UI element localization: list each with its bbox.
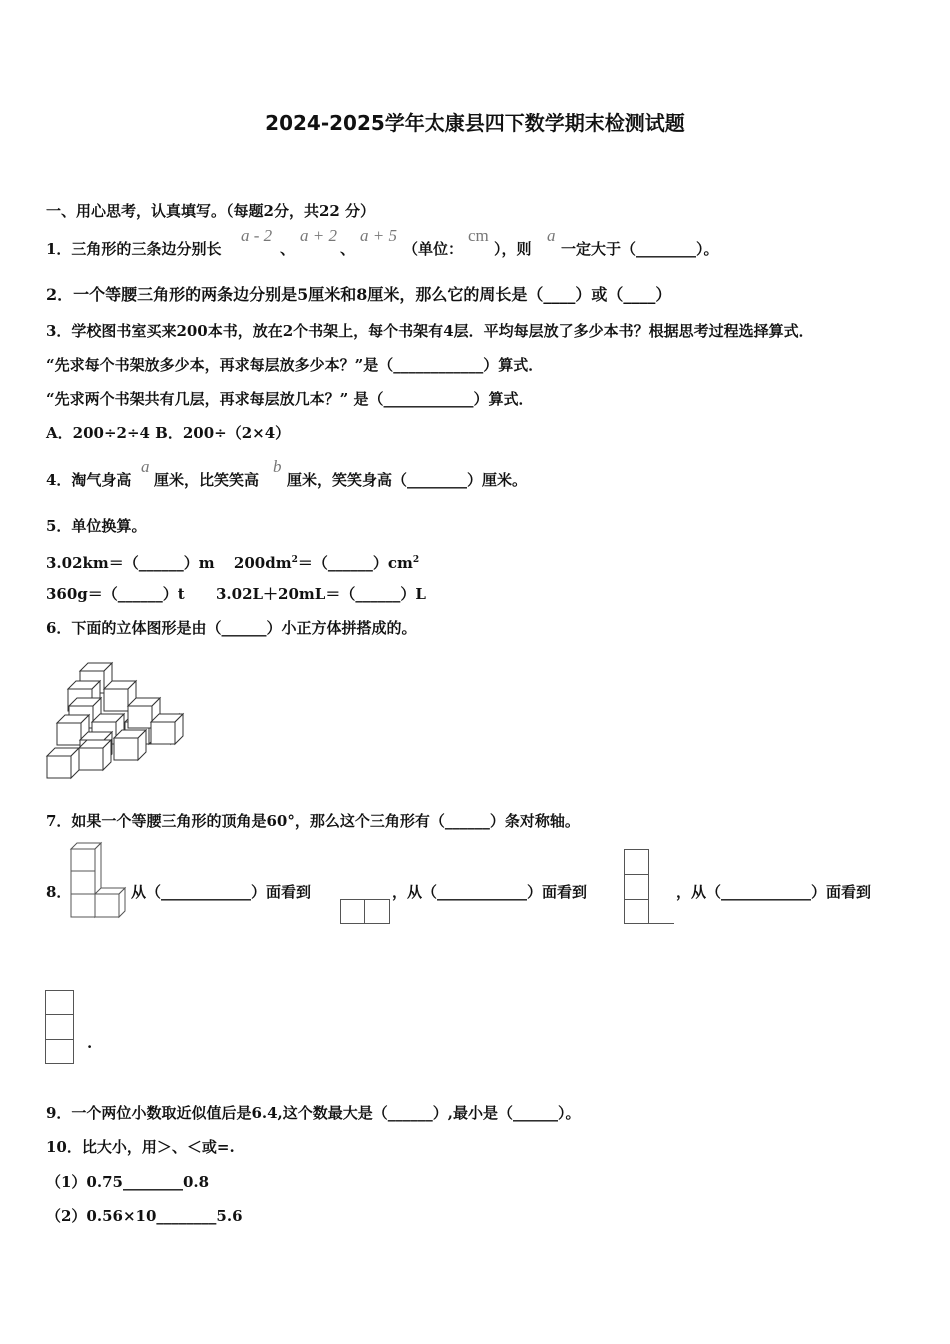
q1-unit-prefix: （单位： bbox=[403, 240, 464, 258]
q4-var-b: b bbox=[273, 457, 282, 476]
question-6: 6．下面的立体图形是由（______）小正方体拼搭成的。 bbox=[46, 619, 417, 637]
page-title: 2024-2025学年太康县四下数学期末检测试题 bbox=[265, 111, 685, 135]
cube bbox=[151, 714, 183, 744]
q1-expr1: a - 2 bbox=[241, 226, 273, 245]
q8-part3: ，从（____________）面看到 bbox=[676, 883, 872, 901]
q8-part1: 从（____________）面看到 bbox=[131, 883, 312, 901]
q1-suffix: 一定大于（________）。 bbox=[561, 240, 719, 258]
q5-row2 bbox=[46, 584, 426, 604]
q8-view-3 bbox=[45, 990, 74, 1064]
q5-row2a: 360g＝（______）t bbox=[46, 585, 185, 603]
q8-part2: ，从（____________）面看到 bbox=[392, 883, 588, 901]
q5-row2b: 3.02L＋20mL＝（______）L bbox=[215, 585, 426, 603]
q4-var-a: a bbox=[141, 457, 150, 476]
view-cell bbox=[45, 990, 74, 1015]
question-7: 7．如果一个等腰三角形的顶角是60°，那么这个三角形有（______）条对称轴。 bbox=[46, 812, 580, 830]
question-5: 5．单位换算。 bbox=[46, 517, 147, 535]
q8-solid-figure bbox=[69, 841, 129, 925]
q1-sep2: 、 bbox=[340, 240, 356, 258]
question-3: 3．学校图书室买来200本书，放在2个书架上，每个书架有4层．平均每层放了多少本书？根据思考过程选择算式． bbox=[46, 322, 814, 340]
q1-sep1: 、 bbox=[280, 240, 296, 258]
q5-row1c: $=(\_\_\_\_\_\_)cm^2$ bbox=[297, 554, 420, 572]
q1-var: a bbox=[547, 226, 556, 245]
q4-prefix: 4．淘气身高 bbox=[46, 471, 132, 489]
view-cell bbox=[45, 1039, 74, 1064]
q3-line3: “先求两个书架共有几层，再求每层放几本？” 是（____________）算式． bbox=[46, 390, 534, 408]
q5-row1a: 3.02km＝（______）m bbox=[46, 554, 215, 572]
view-cell bbox=[45, 1014, 74, 1040]
cube bbox=[114, 730, 146, 760]
question-2: 2．一个等腰三角形的两条边分别是5厘米和8厘米，那么它的周长是（____）或（____） bbox=[46, 285, 672, 304]
view-cell bbox=[624, 874, 649, 900]
q1-unit: cm bbox=[468, 226, 489, 245]
cube bbox=[47, 748, 79, 778]
cube bbox=[79, 740, 111, 770]
question-9: 9．一个两位小数取近似值后是6.4,这个数最大是（______）,最小是（______）。 bbox=[46, 1104, 581, 1122]
view-cell bbox=[340, 899, 365, 924]
q3-options: A．200÷2÷4 B．200÷（2×4） bbox=[46, 424, 291, 442]
q1-prefix: 1．三角形的三条边分别长 bbox=[46, 240, 222, 258]
q1-mid: ），则 bbox=[494, 240, 532, 258]
q3-line2: “先求每个书架放多少本，再求每层放多少本？”是（____________）算式． bbox=[46, 356, 544, 374]
q10-item-1: （1）0.75________0.8 bbox=[46, 1173, 210, 1191]
view-cell bbox=[648, 899, 674, 924]
q8-end: . bbox=[87, 1034, 93, 1052]
cube-stack-figure bbox=[44, 660, 189, 780]
q5-row1 bbox=[46, 550, 419, 573]
view-cell bbox=[624, 899, 649, 924]
q8-view-1 bbox=[340, 899, 390, 924]
q1-expr2: a + 2 bbox=[300, 226, 337, 245]
section-heading: 一、用心思考，认真填写。（每题2分，共22 分） bbox=[46, 202, 376, 220]
view-cell bbox=[624, 849, 649, 875]
q10-item-2: （2）0.56×10________5.6 bbox=[46, 1207, 243, 1225]
q4-mid: 厘米，比笑笑高 bbox=[154, 471, 260, 489]
view-cell bbox=[364, 899, 390, 924]
q8-num: 8． bbox=[46, 883, 72, 901]
question-10: 10．比大小，用＞、＜或=. bbox=[46, 1138, 235, 1156]
q8-view-2 bbox=[624, 849, 674, 924]
q1-expr3: a + 5 bbox=[360, 226, 397, 245]
q5-row1b: $200dm^2$ bbox=[233, 554, 298, 572]
q4-suffix: 厘米，笑笑身高（________）厘米。 bbox=[287, 471, 528, 489]
